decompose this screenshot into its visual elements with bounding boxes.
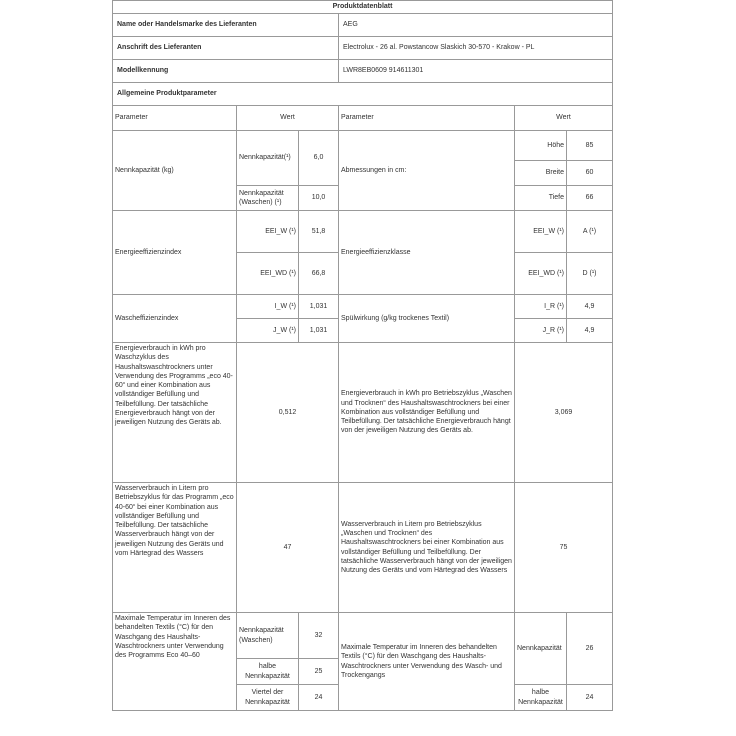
width-value: 60 xyxy=(567,161,613,186)
temp-r1-label: Nennkapazität (Waschen) xyxy=(237,613,299,659)
water-value: 47 xyxy=(237,483,339,613)
header-wert-right: Wert xyxy=(515,106,613,131)
datasheet-table xyxy=(112,0,613,711)
rinse-label: Spülwirkung (g/kg trockenes Textil) xyxy=(339,295,515,343)
temp-s2-value: 24 xyxy=(567,685,613,711)
header-param-right: Parameter xyxy=(339,106,515,131)
temp-r2-value: 25 xyxy=(299,659,339,685)
supplier-value: AEG xyxy=(339,14,613,37)
eei-w-value: 51,8 xyxy=(299,211,339,253)
height-label: Höhe xyxy=(515,131,567,161)
energy-label-wd: Energieverbrauch in kWh pro Betriebszyklus „Waschen und Trocknen“ des Haushaltswaschtrockners bei einer Kombination aus vollständiger Befüllung und Teilbefüllung. Der tatsächliche Energieverbrauch hängt von der jeweiligen Nutzung des Geräts ab. xyxy=(339,343,515,483)
page-title: Produktdatenblatt xyxy=(113,1,613,14)
eeclass-w-label: EEI_W (¹) xyxy=(515,211,567,253)
wash-iw-label: I_W (¹) xyxy=(237,295,299,319)
depth-value: 66 xyxy=(567,186,613,211)
eei-wd-label: EEI_WD (¹) xyxy=(237,253,299,295)
address-value: Electrolux - 26 al. Powstancow Slaskich 30-570 - Krakow - PL xyxy=(339,37,613,60)
temp-r2-label: halbe Nennkapazität xyxy=(237,659,299,685)
depth-label: Tiefe xyxy=(515,186,567,211)
height-value: 85 xyxy=(567,131,613,161)
eeclass-wd-label: EEI_WD (¹) xyxy=(515,253,567,295)
width-label: Breite xyxy=(515,161,567,186)
capacity-sub1-label: Nennkapazität(¹) xyxy=(237,131,299,186)
supplier-label: Name oder Handelsmarke des Lieferanten xyxy=(113,14,339,37)
capacity-sub1-value: 6,0 xyxy=(299,131,339,186)
dimensions-label: Abmessungen in cm: xyxy=(339,131,515,211)
temp-label: Maximale Temperatur im Inneren des behandelten Textils (°C) für den Waschgang des Haushalts-Waschtrockners unter Verwendung des Programms Eco 40–60 xyxy=(113,613,237,711)
rinse-ir-label: I_R (¹) xyxy=(515,295,567,319)
header-wert-left: Wert xyxy=(237,106,339,131)
rinse-jr-value: 4,9 xyxy=(567,319,613,343)
wash-label: Wascheffizienzindex xyxy=(113,295,237,343)
model-label: Modellkennung xyxy=(113,60,339,83)
temp-s1-label: Nennkapazität xyxy=(515,613,567,685)
water-value-wd: 75 xyxy=(515,483,613,613)
general-params-heading: Allgemeine Produktparameter xyxy=(113,83,613,106)
temp-r3-label: Viertel der Nennkapazität xyxy=(237,685,299,711)
eeclass-label: Energieeffizienzklasse xyxy=(339,211,515,295)
temp-r3-value: 24 xyxy=(299,685,339,711)
capacity-label: Nennkapazität (kg) xyxy=(113,131,237,211)
rinse-ir-value: 4,9 xyxy=(567,295,613,319)
address-label: Anschrift des Lieferanten xyxy=(113,37,339,60)
energy-value: 0,512 xyxy=(237,343,339,483)
temp-s1-value: 26 xyxy=(567,613,613,685)
product-datasheet xyxy=(112,0,612,711)
temp-label-wd: Maximale Temperatur im Inneren des behandelten Textils (°C) für den Waschgang des Haushalts-Waschtrockners unter Verwendung des Wasch- und Trockengangs xyxy=(339,613,515,711)
header-param-left: Parameter xyxy=(113,106,237,131)
eeclass-w-value: A (¹) xyxy=(567,211,613,253)
wash-jw-value: 1,031 xyxy=(299,319,339,343)
energy-value-wd: 3,069 xyxy=(515,343,613,483)
eei-wd-value: 66,8 xyxy=(299,253,339,295)
temp-r1-value: 32 xyxy=(299,613,339,659)
wash-iw-value: 1,031 xyxy=(299,295,339,319)
eei-label: Energieeffizienzindex xyxy=(113,211,237,295)
water-label-wd: Wasserverbrauch in Litern pro Betriebszyklus „Waschen und Trocknen“ des Haushaltswaschtrockners bei einer Kombination aus vollständiger Befüllung und Teilbefüllung. Der tatsächliche Wasserverbrauch hängt von der jeweiligen Nutzung des Geräts und vom Härtegrad des Wassers xyxy=(339,483,515,613)
eeclass-wd-value: D (¹) xyxy=(567,253,613,295)
model-value: LWR8EB0609 914611301 xyxy=(339,60,613,83)
temp-s2-label: halbe Nennkapazität xyxy=(515,685,567,711)
rinse-jr-label: J_R (¹) xyxy=(515,319,567,343)
wash-jw-label: J_W (¹) xyxy=(237,319,299,343)
eei-w-label: EEI_W (¹) xyxy=(237,211,299,253)
capacity-sub2-label: Nennkapazität (Waschen) (¹) xyxy=(237,186,299,211)
water-label: Wasserverbrauch in Litern pro Betriebszyklus für das Programm „eco 40-60“ bei einer Kombination aus vollständiger Befüllung und Teilbefüllung. Der tatsächliche Wasserverbrauch hängt von der jeweiligen Nutzung des Geräts und vom Härtegrad des Wassers xyxy=(113,483,237,613)
energy-label: Energieverbrauch in kWh pro Waschzyklus des Haushaltswaschtrockners unter Verwendung des Programms „eco 40-60“ und einer Kombination aus vollständiger Befüllung und Teilbefüllung. Der tatsächliche Energieverbrauch hängt von der jeweiligen Nutzung des Geräts ab. xyxy=(113,343,237,483)
capacity-sub2-value: 10,0 xyxy=(299,186,339,211)
